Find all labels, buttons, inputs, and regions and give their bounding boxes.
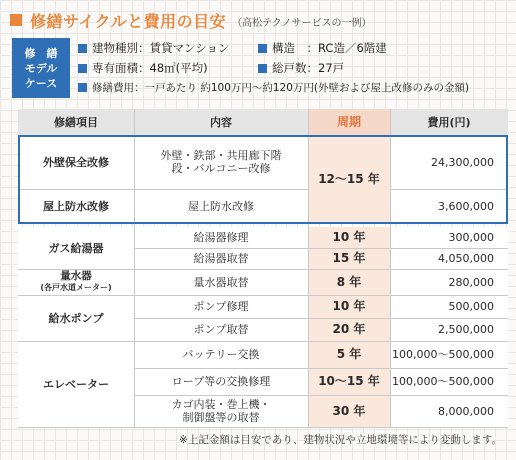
- content-cell: ポンプ修理: [134, 295, 308, 318]
- info-structure: 構造 ：RC造／6階建: [258, 40, 387, 56]
- cost-cell: 2,500,000: [390, 318, 508, 341]
- bullet-icon: [258, 44, 267, 53]
- cost-cell: 4,050,000: [390, 248, 508, 269]
- highlight-frame: [18, 135, 508, 224]
- case-label-line: モデル: [24, 61, 58, 75]
- cost-cell: 500,000: [390, 295, 508, 318]
- content-cell: ポンプ取替: [134, 318, 308, 341]
- content-cell: 量水器取替: [134, 269, 308, 295]
- divider: [134, 248, 508, 249]
- cost-cell: 24,300,000: [390, 135, 508, 189]
- content-cell: バッテリー交換: [134, 341, 308, 368]
- header-item: 修繕項目: [18, 109, 134, 135]
- header-period: 周期: [308, 109, 390, 135]
- cost-cell: 100,000〜500,000: [390, 341, 508, 368]
- content-cell: 給湯器修理: [134, 227, 308, 248]
- cost-cell: 8,000,000: [390, 395, 508, 427]
- page-title-row: [10, 10, 372, 30]
- info-building-type: 建物種別：賃貸マンション: [78, 40, 229, 56]
- item-cell: ガス給湯器: [18, 227, 134, 269]
- divider: [18, 295, 508, 296]
- cost-cell: 300,000: [390, 227, 508, 248]
- info-units: 総戸数：27戸: [258, 60, 344, 76]
- item-cell: エレベーター: [18, 341, 134, 427]
- item-cell: 外壁保全改修: [18, 135, 134, 189]
- period-cell: 12〜15 年: [308, 135, 390, 223]
- case-label-line: ケース: [24, 76, 58, 90]
- bullet-icon: [78, 44, 87, 53]
- bullet-icon: [258, 64, 267, 73]
- header-content: 内容: [134, 109, 308, 135]
- period-cell: 5 年: [308, 341, 390, 368]
- cost-cell: 3,600,000: [390, 189, 508, 223]
- footnote: ※上記金額は目安であり、建物状況や立地環境等により変動します。: [179, 434, 502, 446]
- period-cell: 20 年: [308, 318, 390, 341]
- divider: [134, 318, 508, 319]
- header-cost: 費用(円): [390, 109, 508, 135]
- case-label-line: 修 繕: [24, 46, 58, 60]
- bullet-icon: [78, 64, 87, 73]
- period-cell: 30 年: [308, 395, 390, 427]
- item-sublabel: (各戸水道メーター): [40, 283, 112, 292]
- page-title: 修繕サイクルと費用の目安: [30, 11, 227, 31]
- divider: [18, 427, 508, 428]
- divider: [134, 368, 508, 369]
- content-cell: ロープ等の交換修理: [134, 368, 308, 395]
- period-cell: 15 年: [308, 248, 390, 269]
- period-cell: 8 年: [308, 269, 390, 295]
- repair-cost-table: [18, 109, 508, 427]
- title-bullet-icon: [10, 14, 22, 26]
- content-cell: 給湯器取替: [134, 248, 308, 269]
- item-label: 量水器: [60, 270, 92, 282]
- content-cell: 外壁・鉄部・共用廊下階段・バルコニー改修: [134, 135, 308, 189]
- item-cell: [18, 269, 134, 295]
- model-case-badge: [12, 38, 70, 98]
- cost-cell: 100,000〜500,000: [390, 368, 508, 395]
- divider: [18, 341, 508, 342]
- item-cell: 屋上防水改修: [18, 189, 134, 223]
- period-cell: 10〜15 年: [308, 368, 390, 395]
- content-cell: カゴ内装・巻上機・制御盤等の取替: [134, 395, 308, 427]
- bullet-icon: [78, 83, 87, 92]
- info-cost: 修繕費用：一戸あたり 約100万円〜約120万円(外壁および屋上改修のみの金額): [78, 80, 469, 95]
- info-area: 専有面積：48㎡(平均): [78, 60, 208, 76]
- item-cell: 給水ポンプ: [18, 295, 134, 341]
- period-cell: 10 年: [308, 295, 390, 318]
- content-cell: 屋上防水改修: [134, 189, 308, 223]
- page-subtitle: （高松テクノサービスの一例）: [232, 18, 372, 29]
- divider: [18, 269, 508, 270]
- cost-cell: 280,000: [390, 269, 508, 295]
- period-cell: 10 年: [308, 227, 390, 248]
- divider: [134, 395, 508, 396]
